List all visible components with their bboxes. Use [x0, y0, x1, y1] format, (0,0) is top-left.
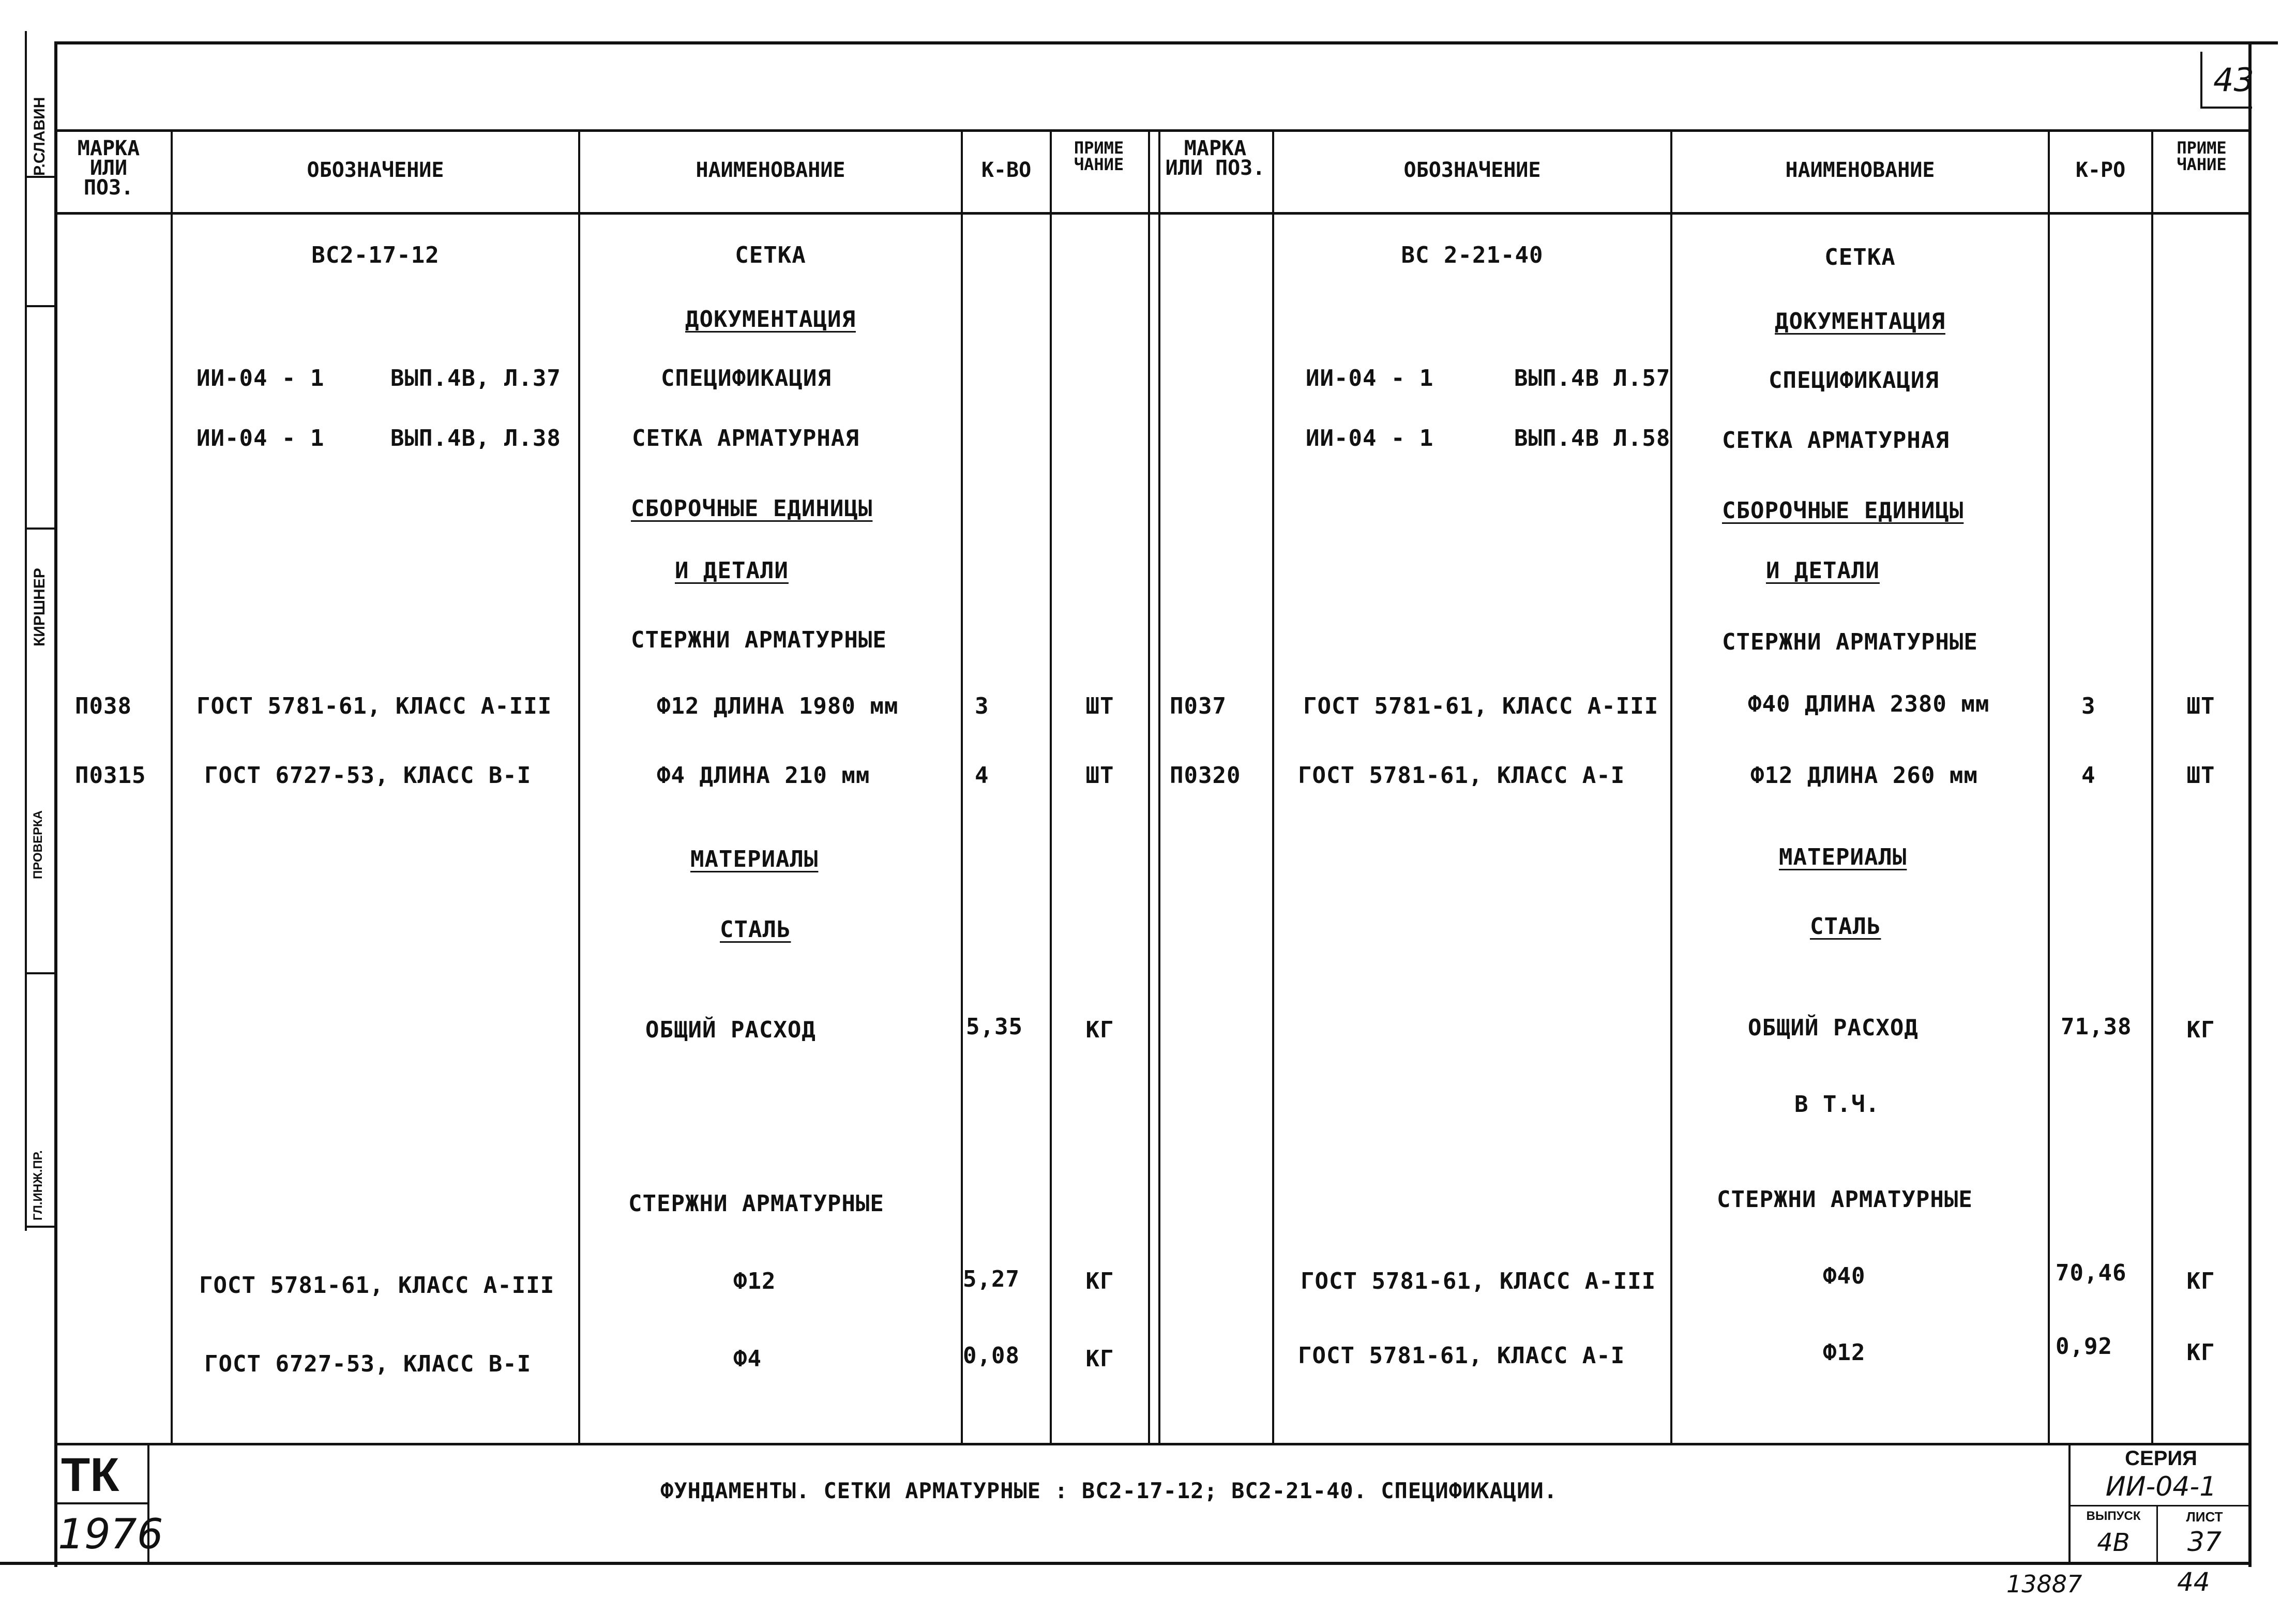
- col-line: [1272, 129, 1274, 1445]
- col-line: [1158, 129, 1160, 1445]
- right-mat1-designation: ГОСТ 5781-61, КЛАСС А-III: [1301, 1268, 1656, 1294]
- header-designation-right: ОБОЗНАЧЕНИЕ: [1403, 158, 1541, 182]
- side-label-top: Р.СЛАВИН: [31, 97, 48, 176]
- footer-title: ФУНДАМЕНТЫ. СЕТКИ АРМАТУРНЫЕ : ВС2-17-12; ВС2-21-40. СПЕЦИФИКАЦИИ.: [660, 1478, 1558, 1503]
- right-row2-note: ШТ: [2186, 762, 2215, 789]
- page-number: 43: [2213, 61, 2254, 99]
- header-mark-right: МАРКА ИЛИ ПОЗ.: [1165, 137, 1265, 180]
- header-qty-left: К-ВО: [981, 158, 1032, 182]
- side-label-bottom: ГЛ.ИНЖ.ПР.: [31, 1150, 45, 1220]
- left-mat1-name: Ф12: [733, 1268, 776, 1294]
- side-box-line: [25, 1226, 56, 1228]
- right-row2-designation: ГОСТ 5781-61, КЛАСС А-I: [1298, 762, 1625, 789]
- left-row1-note: ШТ: [1085, 693, 1114, 719]
- left-doc2-name: СЕТКА АРМАТУРНАЯ: [632, 425, 859, 451]
- left-section-parts: И ДЕТАЛИ: [675, 557, 789, 584]
- left-row2-qty: 4: [975, 762, 989, 789]
- right-doc1-code: ИИ-04 - 1: [1306, 365, 1434, 391]
- left-mat1-unit: КГ: [1085, 1268, 1114, 1294]
- left-rods-heading: СТЕРЖНИ АРМАТУРНЫЕ: [631, 627, 887, 653]
- footer-tk: ТК: [61, 1449, 119, 1501]
- left-row1-mark: П038: [75, 693, 132, 719]
- left-row2-name: Ф4 ДЛИНА 210 мм: [657, 762, 870, 789]
- header-mark-left: МАРКА ИЛИ ПОЗ.: [77, 137, 140, 200]
- left-rods-heading2: СТЕРЖНИ АРМАТУРНЫЕ: [628, 1190, 884, 1217]
- footer-sheet-value: 37: [2187, 1527, 2222, 1558]
- left-total-label: ОБЩИЙ РАСХОД: [645, 1017, 816, 1043]
- right-mat2-unit: КГ: [2186, 1339, 2215, 1366]
- right-row1-designation: ГОСТ 5781-61, КЛАСС А-III: [1303, 693, 1659, 719]
- right-mat1-qty: 70,46: [2056, 1260, 2127, 1286]
- col-line: [171, 129, 173, 1445]
- right-mat2-name: Ф12: [1823, 1339, 1866, 1366]
- right-total-label: ОБЩИЙ РАСХОД: [1748, 1015, 1919, 1041]
- left-mat1-designation: ГОСТ 5781-61, КЛАСС А-III: [199, 1272, 555, 1299]
- right-incl: В Т.Ч.: [1794, 1091, 1880, 1118]
- right-doc2-code: ИИ-04 - 1: [1306, 425, 1434, 451]
- left-section-docs: ДОКУМЕНТАЦИЯ: [685, 306, 856, 333]
- left-row2-mark: П0315: [75, 762, 146, 789]
- right-mat2-designation: ГОСТ 5781-61, КЛАСС А-I: [1298, 1343, 1625, 1369]
- footer-divider: [2068, 1505, 2252, 1506]
- footer-year: 1976: [58, 1510, 163, 1558]
- side-box-line: [25, 972, 56, 974]
- side-box-line: [25, 527, 56, 530]
- header-designation-left: ОБОЗНАЧЕНИЕ: [307, 158, 444, 182]
- right-rods-heading2: СТЕРЖНИ АРМАТУРНЫЕ: [1717, 1186, 1973, 1213]
- left-mat1-qty: 5,27: [963, 1266, 1020, 1292]
- left-doc2-ref: ВЫП.4В, Л.38: [390, 425, 561, 451]
- header-qty-right: К-РО: [2075, 158, 2126, 182]
- right-row2-name: Ф12 ДЛИНА 260 мм: [1750, 762, 1978, 789]
- page-box-left: [2200, 52, 2202, 109]
- left-doc2-code: ИИ-04 - 1: [197, 425, 325, 451]
- col-line: [961, 129, 963, 1445]
- right-title-designation: ВС 2-21-40: [1401, 242, 1544, 268]
- left-title-designation: ВС2-17-12: [311, 242, 440, 268]
- left-total-qty: 5,35: [966, 1014, 1023, 1040]
- right-mat2-qty: 0,92: [2056, 1333, 2112, 1360]
- footer-below-right: 44: [2177, 1567, 2210, 1597]
- right-rods-heading: СТЕРЖНИ АРМАТУРНЫЕ: [1722, 629, 1978, 655]
- left-border: [54, 41, 57, 1567]
- right-title-name: СЕТКА: [1824, 244, 1896, 270]
- col-line: [1148, 129, 1150, 1445]
- header-top-line: [54, 129, 2252, 132]
- header-note-right: ПРИМЕ ЧАНИЕ: [2177, 138, 2227, 174]
- left-section-steel: СТАЛЬ: [720, 916, 791, 943]
- footer-issue-label: ВЫПУСК: [2086, 1509, 2141, 1523]
- left-mat2-designation: ГОСТ 6727-53, КЛАСС В-I: [204, 1351, 532, 1377]
- right-section-materials: МАТЕРИАЛЫ: [1779, 844, 1907, 870]
- col-line: [2048, 129, 2050, 1445]
- side-box-line: [25, 176, 56, 178]
- right-border: [2248, 41, 2252, 1567]
- page-box-bottom: [2200, 107, 2252, 109]
- right-mat1-unit: КГ: [2186, 1268, 2215, 1294]
- right-doc2-ref: ВЫП.4В Л.58: [1514, 425, 1671, 451]
- side-label-check: ПРОВЕРКА: [31, 810, 45, 879]
- right-row1-qty: 3: [2081, 693, 2096, 719]
- left-doc1-code: ИИ-04 - 1: [197, 365, 325, 391]
- right-doc2-name: СЕТКА АРМАТУРНАЯ: [1722, 427, 1950, 454]
- header-name-right: НАИМЕНОВАНИЕ: [1785, 158, 1935, 182]
- right-section-units: СБОРОЧНЫЕ ЕДИНИЦЫ: [1722, 498, 1964, 524]
- side-box-line: [25, 305, 56, 307]
- right-row1-note: ШТ: [2186, 693, 2215, 719]
- right-mat1-name: Ф40: [1823, 1263, 1866, 1289]
- left-mat2-qty: 0,08: [963, 1343, 1020, 1369]
- footer-below-left: 13887: [2006, 1570, 2082, 1598]
- right-row2-qty: 4: [2081, 762, 2096, 789]
- left-mat2-unit: КГ: [1085, 1346, 1114, 1372]
- right-row1-mark: П037: [1170, 693, 1227, 719]
- right-section-parts: И ДЕТАЛИ: [1766, 557, 1880, 584]
- header-bottom-line: [54, 212, 2252, 215]
- table-bottom-line: [54, 1443, 2252, 1445]
- top-border: [54, 41, 2278, 44]
- left-row1-qty: 3: [975, 693, 989, 719]
- right-section-docs: ДОКУМЕНТАЦИЯ: [1775, 308, 1945, 335]
- right-row2-mark: П0320: [1170, 762, 1241, 789]
- left-section-units: СБОРОЧНЫЕ ЕДИНИЦЫ: [631, 495, 873, 522]
- left-row2-note: ШТ: [1085, 762, 1114, 789]
- left-doc1-ref: ВЫП.4В, Л.37: [390, 365, 561, 391]
- left-mat2-name: Ф4: [733, 1346, 762, 1372]
- outer-left-strip: [25, 31, 27, 1231]
- footer-issue-value: 4В: [2097, 1528, 2130, 1557]
- footer-series-label: СЕРИЯ: [2125, 1447, 2197, 1470]
- left-row1-name: Ф12 ДЛИНА 1980 мм: [657, 693, 899, 719]
- bottom-border: [0, 1562, 2252, 1565]
- right-section-steel: СТАЛЬ: [1810, 913, 1881, 940]
- left-total-unit: КГ: [1085, 1017, 1114, 1043]
- right-total-unit: КГ: [2186, 1017, 2215, 1043]
- left-doc1-name: СПЕЦИФИКАЦИЯ: [661, 365, 832, 391]
- side-label-mid: КИРШНЕР: [31, 568, 48, 646]
- footer-sheet-label: ЛИСТ: [2186, 1509, 2223, 1525]
- right-total-qty: 71,38: [2061, 1014, 2132, 1040]
- footer-series-value: ИИ-04-1: [2105, 1471, 2217, 1502]
- left-row2-designation: ГОСТ 6727-53, КЛАСС В-I: [204, 762, 532, 789]
- header-name-left: НАИМЕНОВАНИЕ: [696, 158, 845, 182]
- left-row1-designation: ГОСТ 5781-61, КЛАСС А-III: [197, 693, 552, 719]
- right-doc1-ref: ВЫП.4В Л.57: [1514, 365, 1671, 391]
- left-title-name: СЕТКА: [735, 242, 806, 268]
- right-doc1-name: СПЕЦИФИКАЦИЯ: [1769, 367, 1939, 394]
- right-row1-name: Ф40 ДЛИНА 2380 мм: [1748, 691, 1990, 717]
- footer-divider: [54, 1502, 147, 1504]
- left-section-materials: МАТЕРИАЛЫ: [690, 846, 819, 872]
- header-note-left: ПРИМЕ ЧАНИЕ: [1074, 138, 1124, 174]
